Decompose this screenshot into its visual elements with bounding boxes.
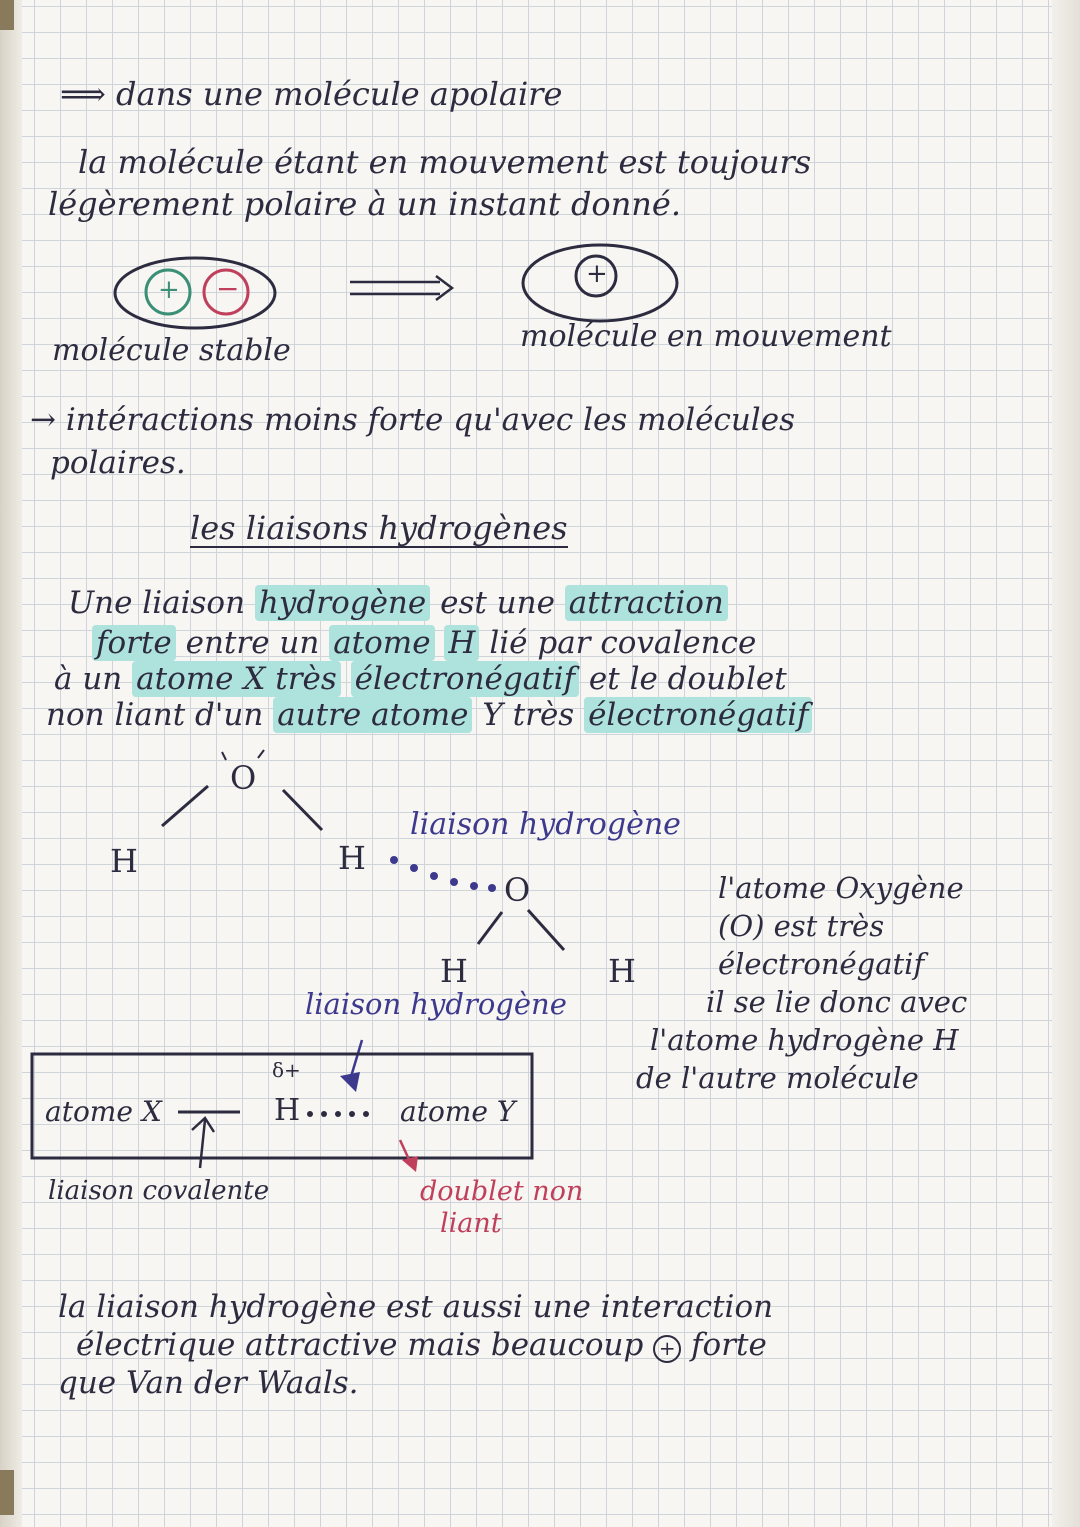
hydrogen-bond-label-1: liaison hydrogène — [410, 807, 681, 842]
plus-sign: + — [158, 275, 180, 305]
side-note-line-2: (O) est très — [718, 909, 885, 943]
hydrogen-atom-1: H — [110, 842, 138, 880]
side-note-line-1: l'atome Oxygène — [718, 871, 964, 905]
delta-plus: δ+ — [272, 1058, 301, 1082]
def-highlight-atome: atome — [329, 625, 434, 661]
label-stable-molecule: molécule stable — [52, 333, 291, 368]
conclusion-text-2b: forte — [691, 1327, 767, 1363]
minus-sign: − — [216, 272, 240, 305]
def-highlight-atome-x: atome X très — [132, 661, 341, 697]
box-hydrogen: H — [274, 1093, 301, 1128]
def-highlight-electronegatif-2: électronégatif — [584, 697, 812, 733]
def-highlight-electronegatif-1: électronégatif — [351, 661, 579, 697]
side-note-line-6: de l'autre molécule — [636, 1061, 919, 1095]
def-text-4: lié par covalence — [489, 625, 757, 661]
def-text-7: non liant d'un — [46, 697, 264, 733]
hydrogen-atom-2: H — [338, 839, 366, 877]
def-text-2: est une — [440, 585, 555, 621]
box-atom-x: atome X — [45, 1095, 162, 1128]
oxygen-atom-1: O — [230, 759, 257, 797]
conclusion-line-2 — [76, 1327, 767, 1363]
side-note-line-5: l'atome hydrogène H — [650, 1023, 959, 1057]
label-lone-pair-1: doublet non — [420, 1176, 584, 1207]
interaction-note-line-2: polaires. — [50, 445, 186, 481]
def-text-1: Une liaison — [68, 585, 246, 621]
hydrogen-bond-dots-2 — [307, 1111, 369, 1117]
oxygen-atom-2: O — [504, 871, 531, 909]
side-note-line-3: électronégatif — [718, 947, 925, 981]
box-atom-y: atome Y — [400, 1095, 516, 1128]
def-highlight-hydrogene: hydrogène — [255, 585, 430, 621]
def-highlight-attraction: attraction — [565, 585, 728, 621]
conclusion-text-2: électrique attractive mais beaucoup — [76, 1327, 644, 1363]
intro-line-1: la molécule étant en mouvement est toujours — [78, 143, 812, 181]
conclusion-line-3: que Van der Waals. — [58, 1365, 359, 1401]
label-lone-pair-2: liant — [440, 1208, 502, 1239]
interaction-note-line-1: → intéractions moins forte qu'avec les molécules — [30, 402, 795, 438]
conclusion-line-1: la liaison hydrogène est aussi une interaction — [58, 1289, 774, 1325]
hydrogen-atom-3: H — [440, 952, 468, 990]
hydrogen-atom-4: H — [608, 952, 636, 990]
def-highlight-forte: forte — [92, 625, 176, 661]
intro-heading: ⟹ dans une molécule apolaire — [60, 75, 563, 113]
intro-line-2: légèrement polaire à un instant donné. — [48, 185, 682, 223]
label-moving-molecule: molécule en mouvement — [520, 319, 892, 354]
def-highlight-autre-atome: autre atome — [273, 697, 472, 733]
def-text-6: et le doublet — [588, 661, 787, 697]
def-text-8: Y très — [482, 697, 575, 733]
plus-circle-icon: + — [653, 1335, 681, 1363]
hydrogen-bond-label-2: liaison hydrogène — [305, 987, 567, 1021]
side-note-line-4: il se lie donc avec — [706, 985, 968, 1019]
def-highlight-h: H — [444, 625, 479, 661]
label-covalent-bond: liaison covalente — [48, 1176, 270, 1206]
def-text-5: à un — [54, 661, 123, 697]
def-text-3: entre un — [185, 625, 320, 661]
section-title: les liaisons hydrogènes — [190, 509, 568, 547]
moving-plus-sign: + — [586, 259, 608, 289]
